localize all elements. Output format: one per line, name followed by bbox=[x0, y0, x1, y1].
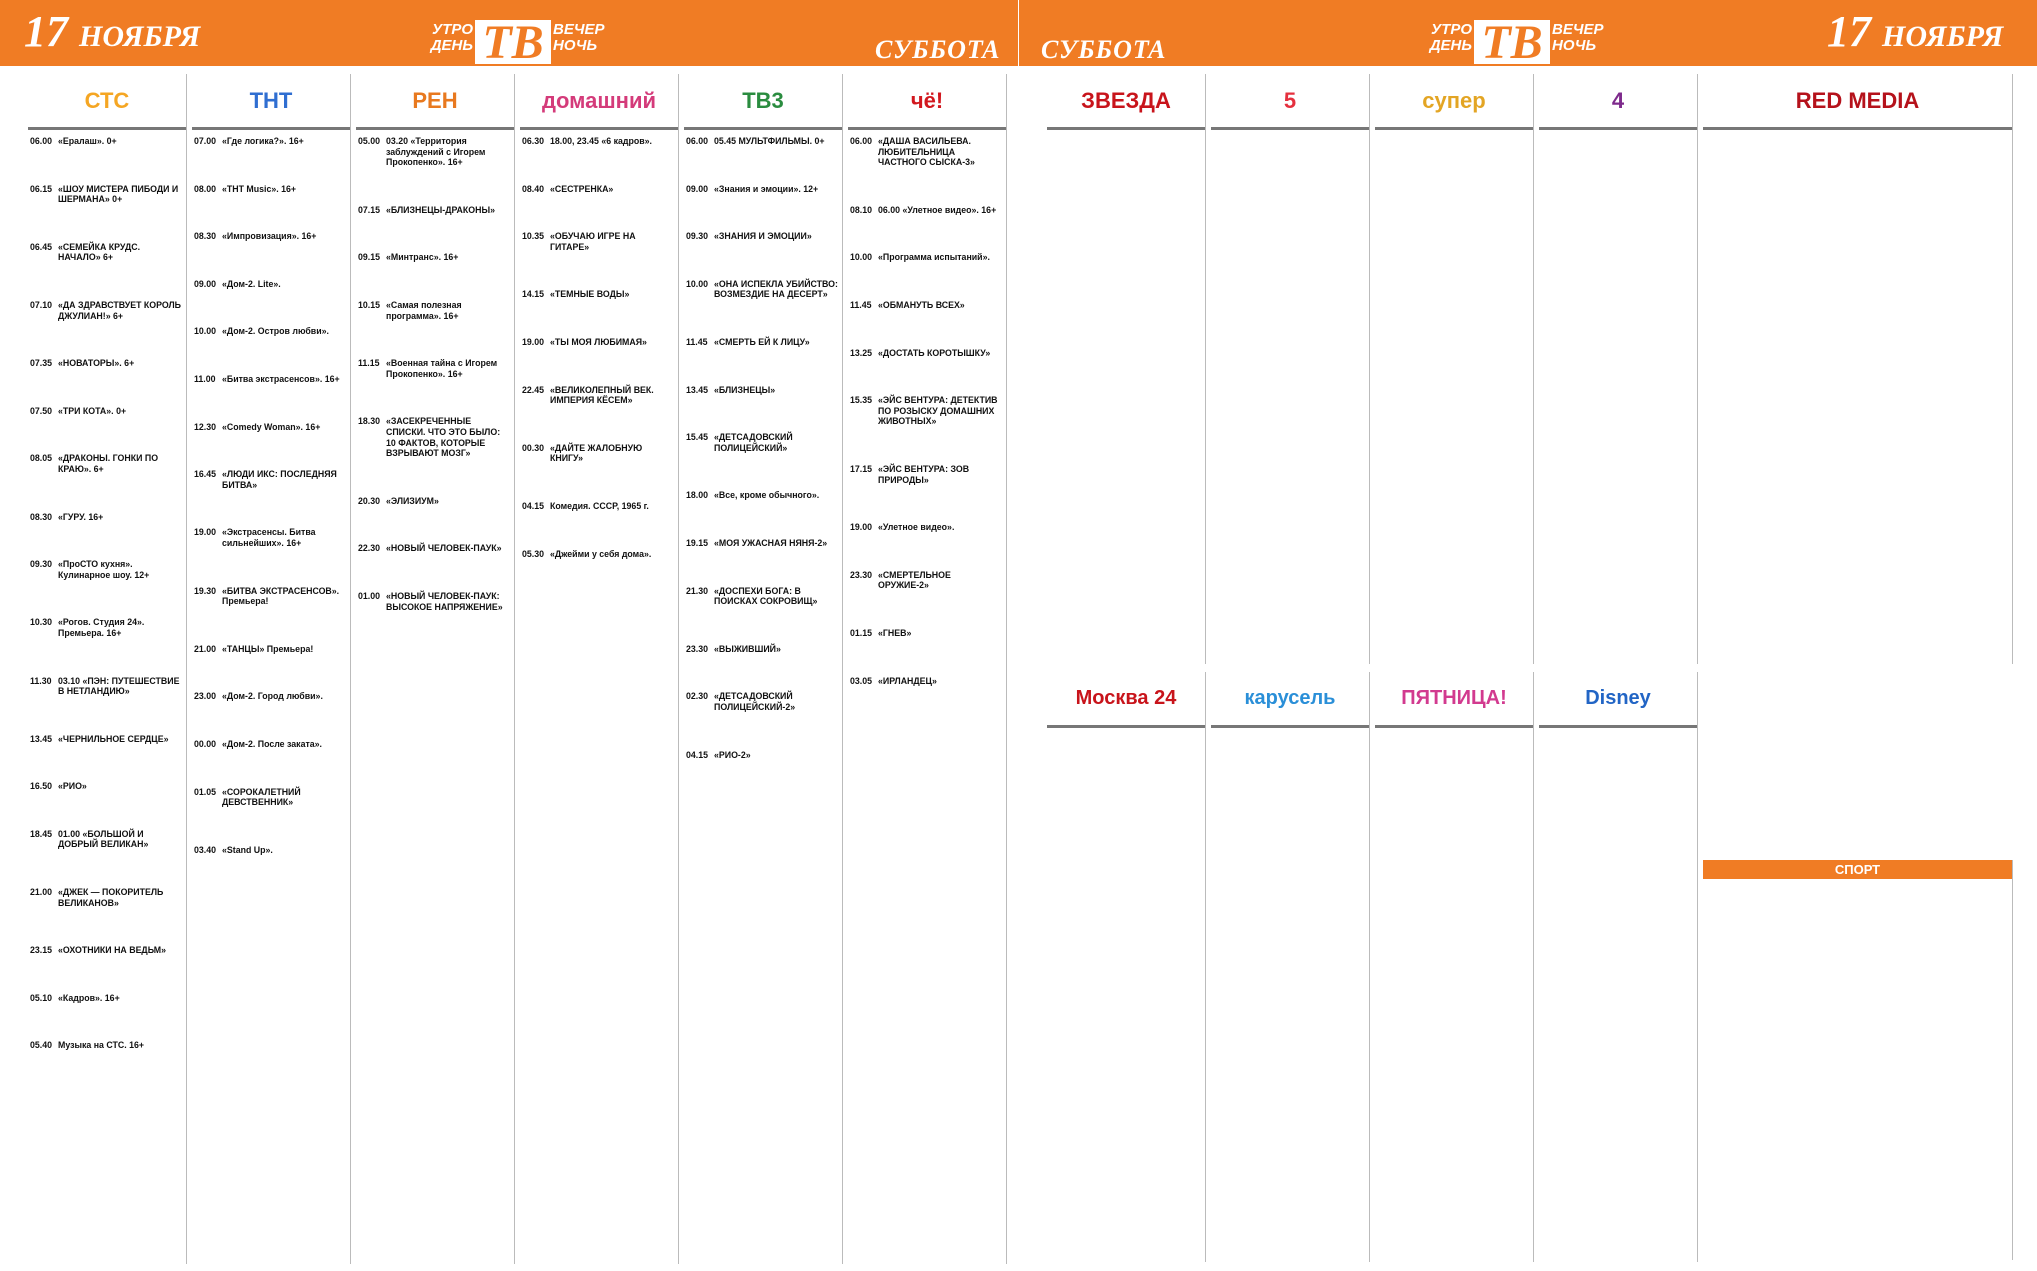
program-item: 05.10 «Кадров». 16+ bbox=[30, 992, 120, 1003]
program-item: 04.15 «РИО-2» bbox=[686, 749, 751, 760]
program-item: 11.45 «ОБМАНУТЬ ВСЕХ» bbox=[850, 299, 965, 310]
sport-title: СПОРТ bbox=[1703, 860, 2012, 879]
program-item: 08.05 «ДРАКОНЫ. ГОНКИ ПО КРАЮ». 6+ bbox=[30, 453, 159, 474]
program-item: 13.25 «ДОСТАТЬ КОРОТЫШКУ» bbox=[850, 347, 991, 358]
channel-logo: Москва 24 bbox=[1047, 672, 1205, 728]
program-item: 09.15 «Минтранс». 16+ bbox=[358, 252, 459, 263]
program-item: 00.30 «ДАЙТЕ ЖАЛОБНУЮ КНИГУ» bbox=[522, 442, 643, 464]
program-item: 11.00 «Битва экстрасенсов». 16+ bbox=[194, 373, 340, 384]
program-item: 23.00 «Дом-2. Город любви». bbox=[194, 691, 323, 702]
program-item: 07.50 «ТРИ КОТА». 0+ bbox=[30, 405, 127, 416]
tv-logo-right: УТРО ДЕНЬ ТВ ВЕЧЕР НОЧЬ bbox=[1429, 16, 1604, 69]
channel-column bbox=[192, 74, 351, 1264]
channel-logo: 5 bbox=[1211, 74, 1369, 130]
channel-logo: карусель bbox=[1211, 672, 1369, 728]
channel-column bbox=[1539, 74, 1698, 664]
channel-logo: ТНТ bbox=[192, 74, 350, 130]
program-item: 05.40 Музыка на СТС. 16+ bbox=[30, 1040, 145, 1051]
channel-logo: чё! bbox=[848, 74, 1006, 130]
tv-logo: УТРО ДЕНЬ ТВ ВЕЧЕР НОЧЬ bbox=[430, 16, 605, 69]
right-page bbox=[1019, 0, 2037, 1271]
program-item: 06.00 «Ералаш». 0+ bbox=[30, 136, 117, 146]
channel-column bbox=[1375, 74, 1534, 664]
program-item: 11.45 «СМЕРТЬ ЕЙ К ЛИЦУ» bbox=[686, 336, 810, 347]
channel-column bbox=[1211, 74, 1370, 664]
sport-section bbox=[1703, 860, 2013, 1260]
channel-column bbox=[28, 74, 187, 1264]
program-item: 19.00 «ТЫ МОЯ ЛЮБИМАЯ» bbox=[522, 336, 647, 347]
program-item: 06.30 18.00, 23.45 «6 кадров». bbox=[522, 136, 652, 146]
program-item: 23.30 «ВЫЖИВШИЙ» bbox=[686, 643, 781, 654]
program-item: 10.15 «Самая полезная программа». 16+ bbox=[358, 299, 462, 321]
channel-column bbox=[684, 74, 843, 1264]
program-item: 08.40 «СЕСТРЕНКА» bbox=[522, 183, 614, 194]
program-item: 10.00 «Дом-2. Остров любви». bbox=[194, 326, 329, 337]
channel-column bbox=[1375, 672, 1534, 1262]
channel-column bbox=[520, 74, 679, 1264]
program-item: 19.30 «БИТВА ЭКСТРАСЕНСОВ». Премьера! bbox=[194, 585, 340, 607]
program-item: 03.40 «Stand Up». bbox=[194, 844, 273, 855]
channel-logo: 4 bbox=[1539, 74, 1697, 130]
program-item: 07.35 «НОВАТОРЫ». 6+ bbox=[30, 358, 135, 369]
left-day-label: СУББОТА bbox=[875, 35, 1001, 64]
program-item: 09.30 «ПроСТО кухня». Кулинарное шоу. 12+ bbox=[30, 559, 150, 580]
program-item: 19.00 «Улетное видео». bbox=[850, 522, 955, 533]
program-item: 08.30 «ГУРУ. 16+ bbox=[30, 511, 104, 522]
program-item: 11.15 «Военная тайна с Игорем Прокопенко». 16+ bbox=[358, 358, 498, 379]
program-item: 23.15 «ОХОТНИКИ НА ВЕДЬМ» bbox=[30, 945, 167, 956]
right-day-label: СУББОТА bbox=[1041, 35, 1167, 64]
program-item: 13.45 «БЛИЗНЕЦЫ» bbox=[686, 384, 776, 395]
program-item: 16.45 «ЛЮДИ ИКС: ПОСЛЕДНЯЯ БИТВА» bbox=[194, 469, 337, 490]
channel-logo: ПЯТНИЦА! bbox=[1375, 672, 1533, 728]
right-date: 17 НОЯБРЯ bbox=[1827, 7, 2004, 56]
channel-column bbox=[1047, 74, 1206, 664]
program-item: 17.15 «ЭЙС ВЕНТУРА: ЗОВ ПРИРОДЫ» bbox=[850, 463, 970, 485]
right-header-bar bbox=[1019, 0, 2037, 69]
channel-logo: супер bbox=[1375, 74, 1533, 130]
program-item: 06.00 «ДАША ВАСИЛЬЕВА. ЛЮБИТЕЛЬНИЦА ЧАСТНОГО СЫСКА-3» bbox=[850, 136, 975, 168]
program-item: 16.50 «РИО» bbox=[30, 781, 87, 792]
program-item: 19.00 «Экстрасенсы. Битва сильнейших». 16+ bbox=[194, 527, 316, 548]
program-item: 14.15 «ТЕМНЫЕ ВОДЫ» bbox=[522, 289, 630, 300]
program-item: 21.00 «ТАНЦЫ» Премьера! bbox=[194, 643, 314, 654]
program-item: 18.00 «Все, кроме обычного». bbox=[686, 490, 820, 501]
program-item: 12.30 «Comedy Woman». 16+ bbox=[194, 421, 321, 432]
program-item: 05.00 03.20 «Территория заблуждений с Игорем Прокопенко». 16+ bbox=[358, 136, 486, 168]
program-item: 03.05 «ИРЛАНДЕЦ» bbox=[850, 675, 937, 686]
program-item: 10.30 «Рогов. Студия 24». Премьера. 16+ bbox=[30, 617, 145, 638]
channel-logo: ТВ3 bbox=[684, 74, 842, 130]
program-item: 22.30 «НОВЫЙ ЧЕЛОВЕК-ПАУК» bbox=[358, 543, 502, 554]
program-item: 15.45 «ДЕТСАДОВСКИЙ ПОЛИЦЕЙСКИЙ» bbox=[686, 432, 793, 453]
program-item: 09.30 «ЗНАНИЯ И ЭМОЦИИ» bbox=[686, 231, 812, 242]
program-item: 10.35 «ОБУЧАЮ ИГРЕ НА ГИТАРЕ» bbox=[522, 231, 636, 252]
channel-column bbox=[1539, 672, 1698, 1262]
left-page bbox=[0, 0, 1018, 1271]
channel-column bbox=[1211, 672, 1370, 1262]
program-item: 08.10 06.00 «Улетное видео». 16+ bbox=[850, 204, 997, 215]
program-item: 22.45 «ВЕЛИКОЛЕПНЫЙ ВЕК. ИМПЕРИЯ КЁСЕМ» bbox=[522, 384, 654, 406]
program-item: 00.00 «Дом-2. После заката». bbox=[194, 738, 323, 749]
program-item: 04.15 Комедия. СССР, 1965 г. bbox=[522, 500, 649, 511]
program-item: 07.15 «БЛИЗНЕЦЫ-ДРАКОНЫ» bbox=[358, 204, 495, 215]
program-item: 21.30 «ДОСПЕХИ БОГА: В ПОИСКАХ СОКРОВИЩ» bbox=[686, 585, 818, 607]
channel-logo: домашний bbox=[520, 74, 678, 130]
program-item: 13.45 «ЧЕРНИЛЬНОЕ СЕРДЦЕ» bbox=[30, 733, 169, 744]
program-item: 09.00 «Дом-2. Lite». bbox=[194, 278, 281, 289]
program-item: 08.30 «Импровизация». 16+ bbox=[194, 231, 317, 242]
program-item: 05.30 «Джейми у себя дома». bbox=[522, 548, 652, 559]
program-item: 01.15 «ГНЕВ» bbox=[850, 627, 912, 638]
left-date: 17 НОЯБРЯ bbox=[24, 7, 201, 56]
program-item: 08.00 «ТНТ Music». 16+ bbox=[194, 183, 297, 194]
channel-column bbox=[1703, 74, 2013, 664]
program-item: 19.15 «МОЯ УЖАСНАЯ НЯНЯ-2» bbox=[686, 537, 828, 548]
channel-logo: РЕН bbox=[356, 74, 514, 130]
channel-logo: СТС bbox=[28, 74, 186, 130]
program-item: 18.30 «ЗАСЕКРЕЧЕННЫЕ СПИСКИ. ЧТО ЭТО БЫЛО: 10 ФАКТОВ, КОТОРЫЕ ВЗРЫВАЮТ МОЗГ» bbox=[358, 416, 501, 459]
program-item: 10.00 «Программа испытаний». bbox=[850, 252, 990, 263]
program-item: 06.00 05.45 МУЛЬТФИЛЬМЫ. 0+ bbox=[686, 136, 825, 146]
program-item: 10.00 «ОНА ИСПЕКЛА УБИЙСТВО: ВОЗМЕЗДИЕ НА ДЕСЕРТ» bbox=[686, 278, 838, 300]
program-item: 18.45 01.00 «БОЛЬШОЙ И ДОБРЫЙ ВЕЛИКАН» bbox=[30, 828, 149, 850]
channel-logo: ЗВЕЗДА bbox=[1047, 74, 1205, 130]
channel-column bbox=[356, 74, 515, 1264]
program-item: 06.45 «СЕМЕЙКА КРУДС. НАЧАЛО» 6+ bbox=[30, 241, 141, 263]
program-item: 01.00 «НОВЫЙ ЧЕЛОВЕК-ПАУК: ВЫСОКОЕ НАПРЯЖЕНИЕ» bbox=[358, 590, 503, 612]
program-item: 11.30 03.10 «ПЭН: ПУТЕШЕСТВИЕ В НЕТЛАНДИЮ» bbox=[30, 675, 180, 697]
program-item: 09.00 «Знания и эмоции». 12+ bbox=[686, 183, 819, 194]
program-item: 07.10 «ДА ЗДРАВСТВУЕТ КОРОЛЬ ДЖУЛИАН!» 6+ bbox=[30, 299, 181, 321]
program-item: 02.30 «ДЕТСАДОВСКИЙ ПОЛИЦЕЙСКИЙ-2» bbox=[686, 691, 796, 712]
program-item: 23.30 «СМЕРТЕЛЬНОЕ ОРУЖИЕ-2» bbox=[850, 569, 951, 591]
program-item: 21.00 «ДЖЕК — ПОКОРИТЕЛЬ ВЕЛИКАНОВ» bbox=[30, 887, 164, 908]
channel-column bbox=[848, 74, 1007, 1264]
channel-logo: RED MEDIA bbox=[1703, 74, 2012, 130]
program-item: 07.00 «Где логика?». 16+ bbox=[194, 136, 304, 146]
channel-column bbox=[1047, 672, 1206, 1262]
program-item: 06.15 «ШОУ МИСТЕРА ПИБОДИ И ШЕРМАНА» 0+ bbox=[30, 183, 179, 205]
program-item: 20.30 «ЭЛИЗИУМ» bbox=[358, 495, 439, 506]
channel-logo: Disney bbox=[1539, 672, 1697, 728]
left-header-bar bbox=[0, 0, 1018, 69]
program-item: 01.05 «СОРОКАЛЕТНИЙ ДЕВСТВЕННИК» bbox=[194, 786, 301, 808]
program-item: 15.35 «ЭЙС ВЕНТУРА: ДЕТЕКТИВ ПО РОЗЫСКУ ДОМАШНИХ ЖИВОТНЫХ» bbox=[850, 395, 998, 427]
